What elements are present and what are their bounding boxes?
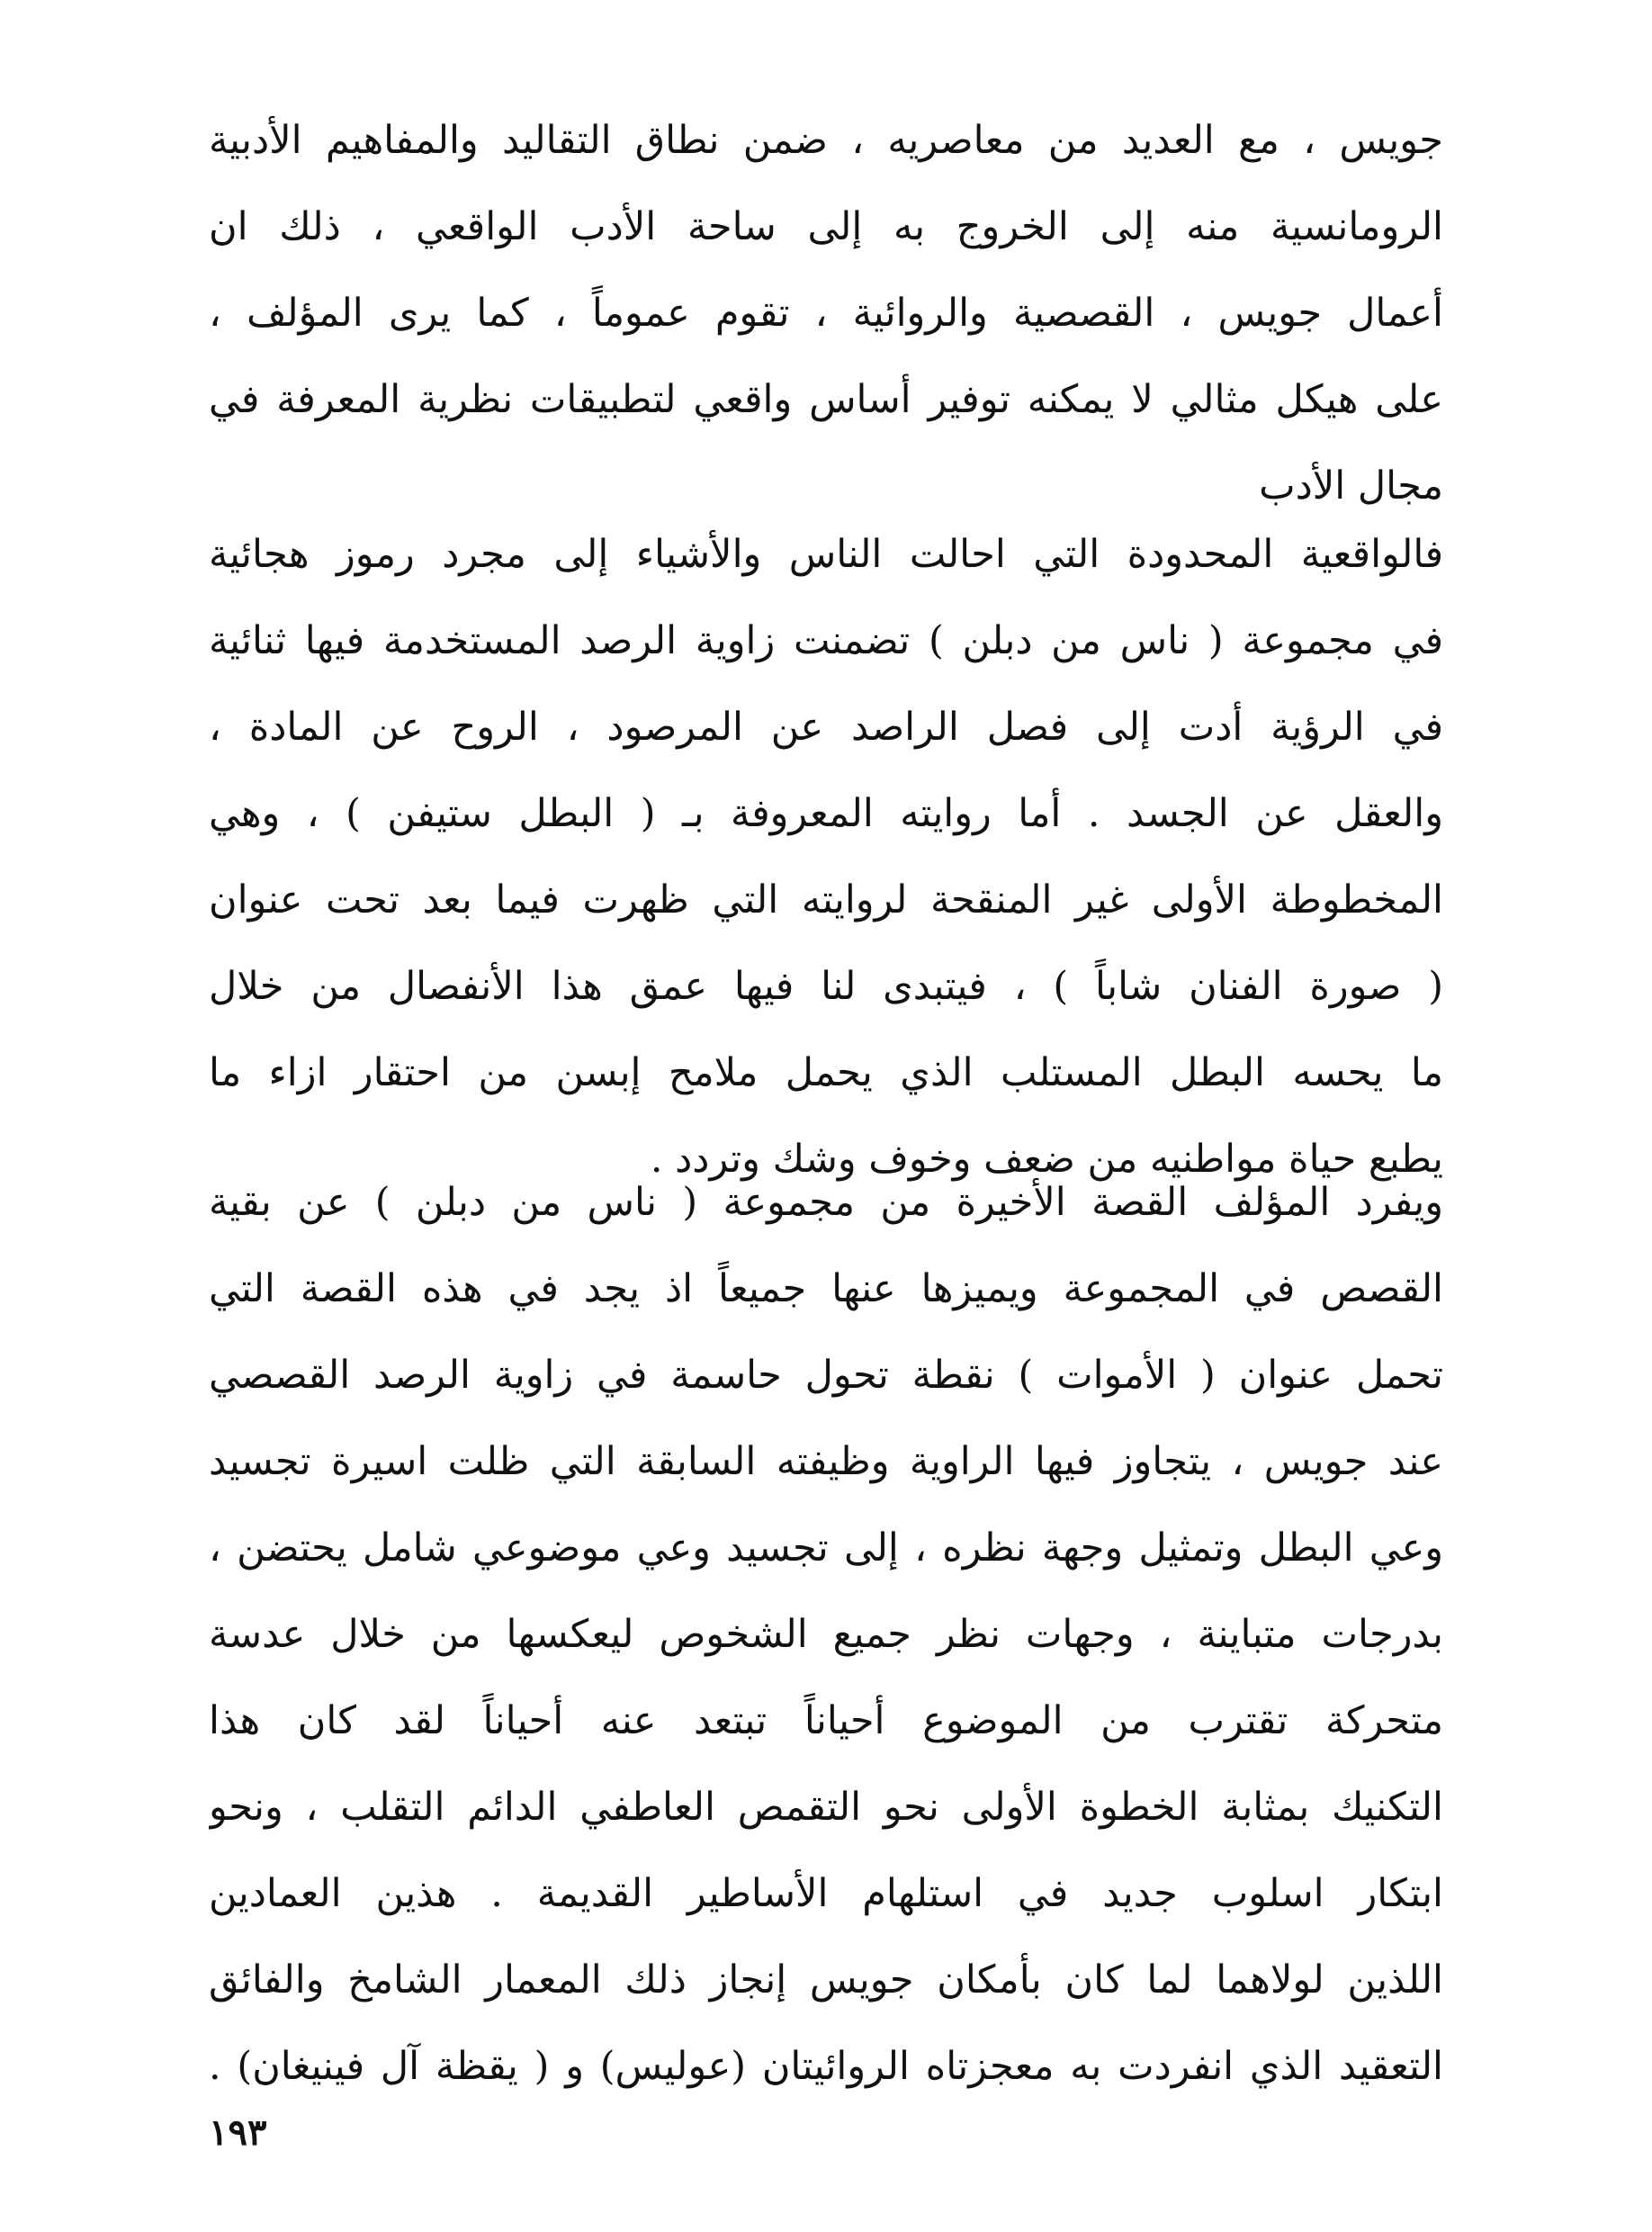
text-line: يطبع حياة مواطنيه من ضعف وخوف وشك وتردد .	[650, 1137, 1443, 1182]
text-line: والعقل عن الجسد . أما روايته المعروفة بـ ( البطل ستيفن ) ، وهي	[209, 791, 1443, 836]
paragraph-1	[209, 97, 1443, 529]
text-line: تحمل عنوان ( الأموات ) نقطة تحول حاسمة في زاوية الرصد القصصي	[209, 1353, 1443, 1398]
text-line: ابتكار اسلوب جديد في استلهام الأساطير القديمة . هذين العمادين	[209, 1871, 1443, 1916]
text-line: فالواقعية المحدودة التي احالت الناس والأشياء إلى مجرد رموز هجائية	[209, 532, 1443, 577]
text-line: في الرؤية أدت إلى فصل الراصد عن المرصود ، الروح عن المادة ،	[209, 705, 1443, 750]
text-line: أعمال جويس ، القصصية والروائية ، تقوم عموماً ، كما يرى المؤلف ،	[209, 291, 1443, 336]
text-line: ( صورة الفنان شاباً ) ، فيتبدى لنا فيها عمق هذا الأنفصال من خلال	[209, 964, 1443, 1009]
text-line: متحركة تقترب من الموضوع أحياناً تبتعد عنه أحياناً لقد كان هذا	[209, 1698, 1443, 1743]
text-line: التكنيك بمثابة الخطوة الأولى نحو التقمص العاطفي الدائم التقلب ، ونحو	[209, 1785, 1443, 1830]
text-line: التعقيد الذي انفردت به معجزتاه الروائيتان (عوليس) و ( يقظة آل فينيغان) .	[209, 2044, 1443, 2089]
text-line: وعي البطل وتمثيل وجهة نظره ، إلى تجسيد وعي موضوعي شامل يحتضن ،	[209, 1526, 1443, 1570]
text-line: الرومانسية منه إلى الخروج به إلى ساحة الأدب الواقعي ، ذلك ان	[209, 204, 1443, 249]
text-line: عند جويس ، يتجاوز فيها الراوية وظيفته السابقة التي ظلت اسيرة تجسيد	[209, 1439, 1443, 1484]
text-line: ويفرد المؤلف القصة الأخيرة من مجموعة ( ناس من دبلن ) عن بقية	[209, 1180, 1443, 1225]
paragraph-2	[209, 511, 1443, 1202]
text-line: في مجموعة ( ناس من دبلن ) تضمنت زاوية الرصد المستخدمة فيها ثنائية	[209, 618, 1443, 663]
text-line: مجال الأدب	[1259, 464, 1443, 508]
text-line: ما يحسه البطل المستلب الذي يحمل ملامح إبسن من احتقار ازاء ما	[209, 1050, 1443, 1095]
text-line: بدرجات متباينة ، وجهات نظر جميع الشخوص ليعكسها من خلال عدسة	[209, 1612, 1443, 1657]
paragraph-3	[209, 1159, 1443, 2110]
text-line: على هيكل مثالي لا يمكنه توفير أساس واقعي لتطبيقات نظرية المعرفة في	[209, 377, 1443, 422]
page-number: ١٩٣	[209, 2111, 267, 2154]
text-line: جويس ، مع العديد من معاصريه ، ضمن نطاق التقاليد والمفاهيم الأدبية	[209, 118, 1443, 163]
text-line: القصص في المجموعة ويميزها عنها جميعاً اذ يجد في هذه القصة التي	[209, 1266, 1443, 1311]
text-line: اللذين لولاهما لما كان بأمكان جويس إنجاز ذلك المعمار الشامخ والفائق	[209, 1958, 1443, 2002]
text-line: المخطوطة الأولى غير المنقحة لروايته التي ظهرت فيما بعد تحت عنوان	[209, 878, 1443, 922]
